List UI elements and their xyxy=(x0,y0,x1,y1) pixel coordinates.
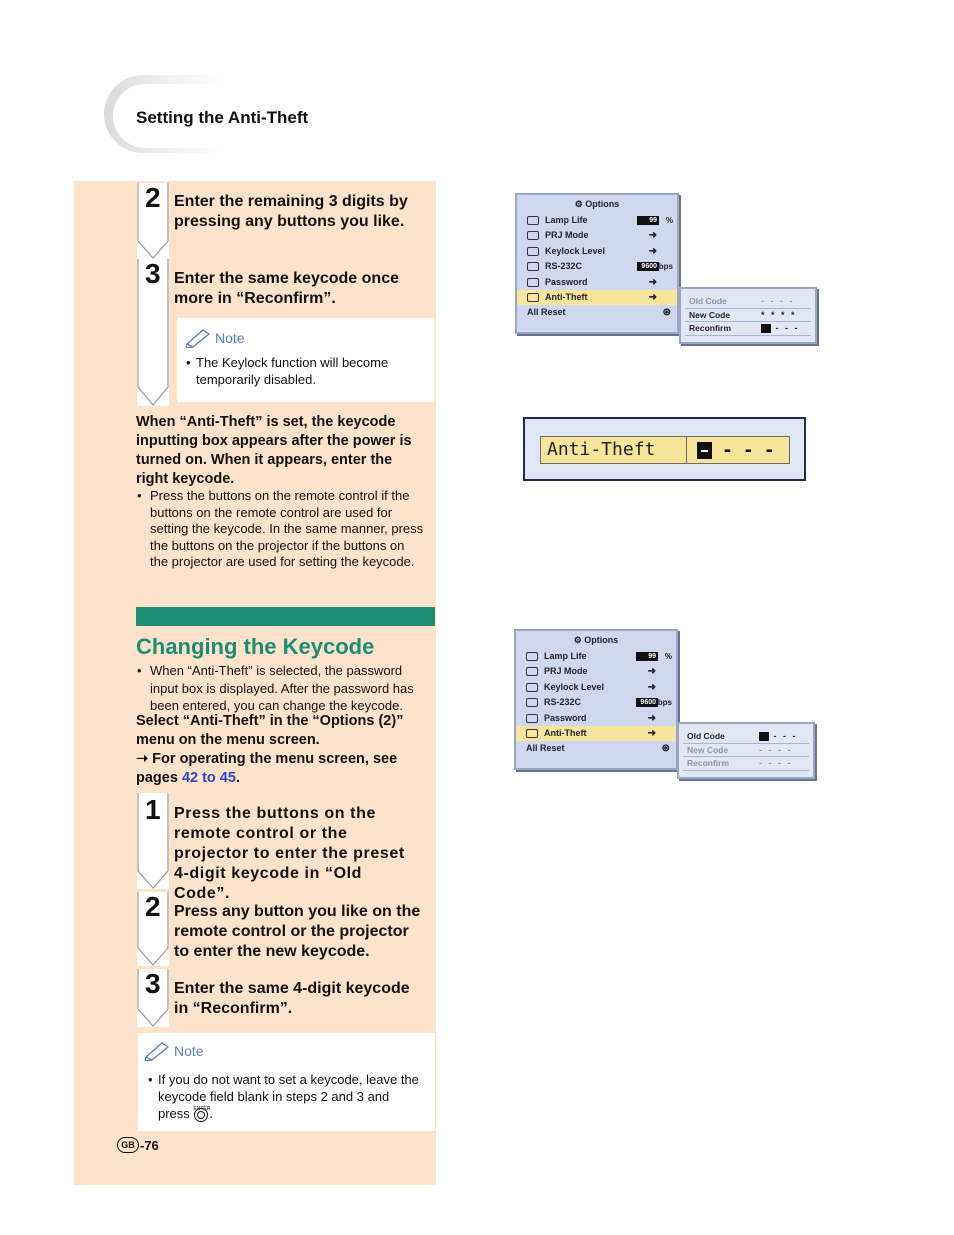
submenu-new-code[interactable] xyxy=(683,744,809,758)
menu-item-prj-mode[interactable] xyxy=(517,228,677,243)
enter-icon: ⊛ xyxy=(662,307,671,319)
bullet-text: When “Anti-Theft” is selected, the password input box is displayed. After the password has been entered, you can change the keycode. xyxy=(150,663,414,713)
step-number: 1 xyxy=(145,794,161,825)
reference-text: ➝ For operating the menu screen, see pages xyxy=(136,751,398,786)
menu-item-rs232c[interactable] xyxy=(517,259,677,274)
rs-unit: bps xyxy=(658,262,673,272)
menu-item-prj-mode[interactable] xyxy=(516,664,676,679)
menu-item-label: All Reset xyxy=(526,743,565,754)
arrow-right-icon: ➜ xyxy=(647,681,656,693)
menu-title-text: Options xyxy=(584,635,619,645)
menu-item-label: Keylock Level xyxy=(545,245,606,256)
reference-suffix: . xyxy=(235,770,240,786)
section-title: Changing the Keycode xyxy=(136,634,375,659)
arrow-right-icon: ➜ xyxy=(647,727,656,739)
submenu-reconfirm[interactable] xyxy=(683,757,809,771)
gb-badge: GB xyxy=(117,1137,139,1153)
pencil-icon xyxy=(144,1041,172,1061)
lamp-icon xyxy=(527,216,539,225)
menu-item-password[interactable] xyxy=(517,275,677,290)
menu-item-all-reset[interactable] xyxy=(517,305,677,320)
note-box: Note • If you do not want to set a keycode, leave the keycode field blank in steps 2 and 3 and press ENTER . xyxy=(138,1033,435,1131)
code-digit: - xyxy=(763,439,775,461)
arrow-right-icon: ➜ xyxy=(648,291,657,303)
rs-unit: bps xyxy=(657,698,672,708)
menu-item-label: Keylock Level xyxy=(544,681,605,692)
submenu-label: Reconfirm xyxy=(689,323,732,333)
serial-port-icon xyxy=(527,262,539,271)
note-box: Note • The Keylock function will become temporarily disabled. xyxy=(177,318,434,402)
lamp-value: 99 xyxy=(637,216,659,225)
menu-item-anti-theft[interactable] xyxy=(517,290,677,305)
submenu-new-code[interactable] xyxy=(685,309,811,323)
enter-button-icon xyxy=(193,1105,211,1122)
code-value: - - - xyxy=(773,731,798,741)
menu-item-label: Anti-Theft xyxy=(545,291,588,302)
submenu-label: Old Code xyxy=(689,296,727,306)
step-number: 3 xyxy=(145,968,161,999)
section-instruction: Select “Anti-Theft” in the “Options (2)” menu on the menu screen. xyxy=(136,713,404,748)
anti-theft-bullet: • Press the buttons on the remote control if the buttons on the remote control are used for setting the keycode. In the same manner, press the buttons on the projector if the buttons on the projector are used for setting the keycode. xyxy=(137,488,424,569)
submenu-old-code[interactable] xyxy=(683,730,809,744)
arrow-right-icon: ➜ xyxy=(647,712,656,724)
section-bullet: • When “Anti-Theft” is selected, the password input box is displayed. After the password has been entered, you can change the keycode. xyxy=(137,663,414,713)
menu-item-rs232c[interactable] xyxy=(516,695,676,710)
menu-item-label: RS-232C xyxy=(544,697,582,708)
note-text: The Keylock function will become temporarily disabled. xyxy=(196,355,389,387)
lamp-unit: % xyxy=(665,216,673,225)
note-text-end: . xyxy=(209,1106,214,1121)
menu-item-label: Lamp Life xyxy=(544,651,587,661)
page-number-text: -76 xyxy=(140,1137,159,1153)
code-digit: - xyxy=(742,439,754,461)
step-text: Enter the same keycode once more in “Reconfirm”. xyxy=(174,270,399,307)
submenu-label: New Code xyxy=(689,309,731,320)
key-icon xyxy=(527,278,539,287)
note-text: If you do not want to set a keycode, leave the keycode field blank in steps 2 and 3 and press xyxy=(158,1072,419,1121)
step-text: Enter the remaining 3 digits by pressing any buttons you like. xyxy=(174,193,408,230)
menu-title: ⚙ Options xyxy=(573,635,619,645)
key-icon xyxy=(526,714,538,723)
enter-button-label: ENTER xyxy=(193,1105,211,1112)
menu-item-lamp-life[interactable] xyxy=(516,649,676,664)
step-number: 2 xyxy=(145,891,161,922)
projector-icon xyxy=(526,667,538,676)
keycode-submenu xyxy=(679,287,817,344)
enter-icon: ⊛ xyxy=(661,743,670,755)
menu-item-keylock-level[interactable] xyxy=(517,244,677,259)
anti-theft-icon xyxy=(527,293,539,302)
input-cursor xyxy=(697,442,712,459)
options-menu xyxy=(514,629,678,770)
lamp-value: 99 xyxy=(636,652,658,661)
menu-item-all-reset[interactable] xyxy=(516,741,676,756)
menu-item-keylock-level[interactable] xyxy=(516,680,676,695)
menu-item-label: PRJ Mode xyxy=(544,666,588,677)
code-value: * * * * xyxy=(761,309,797,320)
lock-icon xyxy=(527,247,539,256)
menu-item-label: Anti-Theft xyxy=(544,727,587,738)
step-text: Press any button you like on the remote control or the projector to enter the new keycode. xyxy=(174,903,421,960)
input-cursor xyxy=(759,732,769,741)
menu-item-label: Password xyxy=(544,712,587,723)
lamp-unit: % xyxy=(664,652,672,661)
submenu-old-code[interactable] xyxy=(685,295,811,309)
code-value: - - - xyxy=(775,323,800,333)
code-field xyxy=(761,323,811,334)
code-value: - - - - xyxy=(759,744,793,755)
menu-item-label: All Reset xyxy=(527,307,566,318)
menu-item-lamp-life[interactable] xyxy=(517,213,677,228)
note-label: Note xyxy=(174,1043,204,1059)
menu-item-anti-theft[interactable] xyxy=(516,726,676,741)
note-label: Note xyxy=(215,330,245,346)
anti-theft-icon xyxy=(526,729,538,738)
lock-icon xyxy=(526,683,538,692)
section-bar xyxy=(136,607,435,626)
section-reference xyxy=(136,750,424,788)
anti-theft-paragraph: When “Anti-Theft” is set, the keycode inputting box appears after the power is turned on. When it appears, enter the right keycode. xyxy=(136,414,412,487)
input-cursor xyxy=(761,324,771,333)
arrow-right-icon: ➜ xyxy=(648,245,657,257)
menu-title: ⚙ Options xyxy=(574,199,620,209)
step-text: Enter the same 4-digit keycode in “Reconfirm”. xyxy=(174,980,410,1017)
anti-theft-label: Anti-Theft xyxy=(541,437,687,463)
submenu-label: New Code xyxy=(687,744,729,755)
submenu-reconfirm[interactable] xyxy=(685,322,811,336)
arrow-right-icon: ➜ xyxy=(648,276,657,288)
code-value: - - - - xyxy=(761,296,795,306)
step-text: Press the buttons on the remote control or the projector to enter the preset 4-digit keycode in “Old Code”. xyxy=(174,805,405,902)
pencil-icon xyxy=(185,328,213,348)
arrow-right-icon: ➜ xyxy=(648,230,657,242)
code-field xyxy=(759,731,809,742)
options-menu xyxy=(515,193,679,334)
rs-value: 9600 xyxy=(636,698,658,707)
submenu-label: Old Code xyxy=(687,731,725,741)
anti-theft-input-box xyxy=(523,417,806,481)
menu-item-label: Password xyxy=(545,276,588,287)
bullet-text: Press the buttons on the remote control if the buttons on the remote control are used for setting the keycode. In the same manner, press the buttons on the projector if the buttons on the projector are used for setting the keycode. xyxy=(150,488,424,569)
menu-title-text: Options xyxy=(585,199,620,209)
menu-item-label: Lamp Life xyxy=(545,215,588,225)
projector-icon xyxy=(527,231,539,240)
menu-item-label: PRJ Mode xyxy=(545,230,589,241)
keycode-submenu xyxy=(677,722,815,779)
code-digit: - xyxy=(722,439,733,461)
code-value: - - - - xyxy=(759,758,793,768)
menu-item-label: RS-232C xyxy=(545,261,583,272)
serial-port-icon xyxy=(526,698,538,707)
arrow-right-icon: ➜ xyxy=(647,666,656,678)
menu-item-password[interactable] xyxy=(516,711,676,726)
submenu-label: Reconfirm xyxy=(687,758,730,768)
rs-value: 9600 xyxy=(637,262,659,271)
step-number: 3 xyxy=(145,258,161,289)
step-number: 2 xyxy=(145,182,161,213)
page-number xyxy=(117,1137,159,1153)
anti-theft-code-field[interactable] xyxy=(687,437,789,463)
page-title: Setting the Anti-Theft xyxy=(136,108,309,127)
page-link[interactable]: 42 to 45 xyxy=(181,770,236,786)
lamp-icon xyxy=(526,652,538,661)
